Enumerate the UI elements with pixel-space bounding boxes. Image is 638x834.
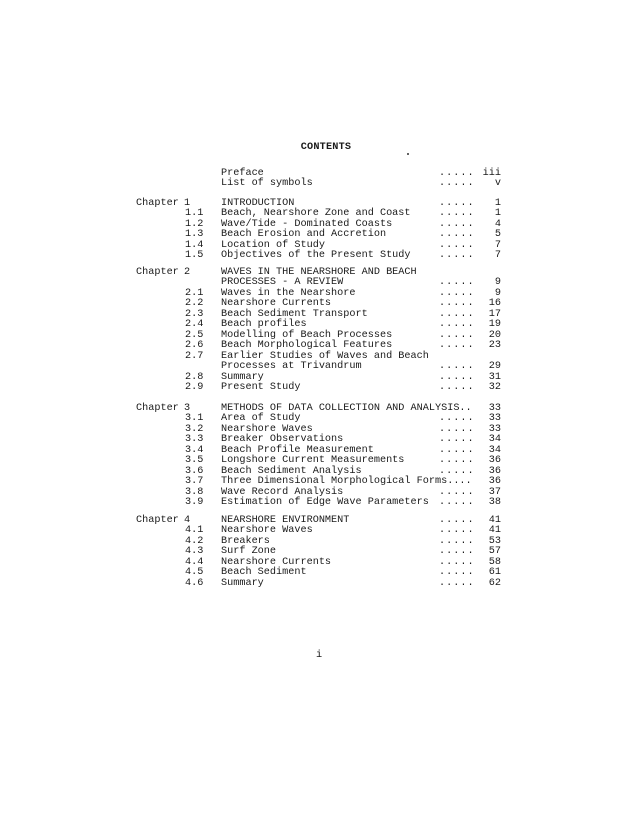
toc-entry — [0, 208, 638, 219]
entry-title: Breakers — [221, 535, 270, 547]
dot-leader: ..... — [439, 168, 475, 179]
page-number: 4 — [494, 218, 501, 230]
chapter-label: Chapter — [136, 515, 179, 526]
dot-leader: ..... — [439, 455, 475, 467]
entry-title: Nearshore Waves — [221, 525, 313, 537]
section-number: 3.2 — [185, 423, 204, 435]
section-number: 3.6 — [185, 465, 204, 477]
toc-entry — [0, 497, 638, 508]
dot-leader: ..... — [439, 298, 475, 310]
dot-leader: ..... — [439, 381, 475, 393]
toc-entry — [0, 298, 638, 309]
page-number: 37 — [488, 486, 501, 498]
page-number: 7 — [494, 250, 501, 262]
toc-entry — [0, 340, 638, 351]
page-title: CONTENTS — [300, 142, 352, 153]
entry-title: Wave Record Analysis — [221, 486, 344, 498]
page-number: 61 — [488, 567, 501, 579]
entry-title: NEARSHORE ENVIRONMENT — [221, 515, 350, 526]
toc-entry — [0, 476, 638, 487]
entry-title: Three Dimensional Morphological Forms.... — [221, 476, 472, 488]
section-number: 2.9 — [185, 381, 204, 393]
page-number: 9 — [494, 287, 501, 299]
page-number-footer: i — [315, 650, 323, 661]
entry-title: Modelling of Beach Processes — [221, 329, 393, 341]
entry-title: Preface — [221, 168, 264, 179]
dot-leader: ..... — [439, 486, 475, 498]
chapter-number: 1 — [184, 198, 191, 209]
toc-entry — [0, 578, 638, 589]
page-number: 5 — [494, 229, 501, 241]
toc-entry — [0, 515, 638, 526]
section-number: 1.1 — [185, 208, 204, 220]
toc-entry — [0, 372, 638, 383]
page-number: 36 — [488, 465, 501, 477]
dot-leader: ..... — [439, 340, 475, 352]
entry-title: Beach profiles — [221, 319, 307, 331]
entry-title: Earlier Studies of Waves and Beach — [221, 350, 429, 362]
toc-entry — [0, 455, 638, 466]
toc-entry — [0, 361, 638, 372]
entry-title: PROCESSES - A REVIEW — [221, 277, 344, 289]
section-number: 2.6 — [185, 340, 204, 352]
page-number: v — [494, 178, 501, 190]
page-number: 36 — [488, 476, 501, 488]
dot-leader: ..... — [439, 218, 475, 230]
chapter-label: Chapter — [136, 198, 179, 209]
dot-leader: ..... — [439, 423, 475, 435]
dot-leader: ..... — [439, 444, 475, 456]
page-number: 1 — [494, 208, 501, 220]
section-number: 4.2 — [185, 535, 204, 547]
toc-entry — [0, 536, 638, 547]
page-number: 53 — [488, 535, 501, 547]
chapter-label: Chapter — [136, 267, 179, 278]
page-number: 34 — [488, 444, 501, 456]
toc-entry — [0, 403, 638, 414]
page-number: 31 — [488, 371, 501, 383]
entry-title: Beach, Nearshore Zone and Coast — [221, 208, 411, 220]
chapter-number: 2 — [184, 267, 191, 278]
section-number: 2.4 — [185, 319, 204, 331]
section-number: 3.9 — [185, 497, 204, 509]
section-number: 3.1 — [185, 413, 204, 425]
dot-leader: ..... — [439, 308, 475, 320]
entry-title: METHODS OF DATA COLLECTION AND ANALYSIS.. — [221, 403, 472, 414]
section-number: 2.3 — [185, 308, 204, 320]
toc-entry — [0, 250, 638, 261]
dot-leader: ..... — [439, 287, 475, 299]
chapter-number: 4 — [184, 515, 191, 526]
section-number: 1.4 — [185, 239, 204, 251]
section-number: 4.4 — [185, 556, 204, 568]
dot-leader: ..... — [439, 535, 475, 547]
dot-leader: ..... — [439, 556, 475, 568]
page-number: 32 — [488, 381, 501, 393]
dot-leader: ..... — [439, 208, 475, 220]
dot-leader: ..... — [439, 434, 475, 446]
entry-title: Wave/Tide - Dominated Coasts — [221, 218, 393, 230]
section-number: 3.3 — [185, 434, 204, 446]
entry-title: Waves in the Nearshore — [221, 287, 356, 299]
page-number: 34 — [488, 434, 501, 446]
entry-title: Breaker Observations — [221, 434, 344, 446]
section-number: 1.5 — [185, 250, 204, 262]
entry-title: Area of Study — [221, 413, 301, 425]
dot-leader: ..... — [439, 329, 475, 341]
page-number: 1 — [494, 198, 501, 209]
page-number: 9 — [494, 277, 501, 289]
section-number: 3.4 — [185, 444, 204, 456]
toc-entry — [0, 319, 638, 330]
section-number: 4.1 — [185, 525, 204, 537]
entry-title: Beach Morphological Features — [221, 340, 393, 352]
page-number: 38 — [488, 497, 501, 509]
section-number: 2.5 — [185, 329, 204, 341]
page-number: 19 — [488, 319, 501, 331]
entry-title: List of symbols — [221, 178, 313, 190]
section-number: 3.8 — [185, 486, 204, 498]
toc-entry — [0, 525, 638, 536]
page-number: 57 — [488, 546, 501, 558]
toc-entry — [0, 168, 638, 179]
entry-title: Longshore Current Measurements — [221, 455, 405, 467]
entry-title: Summary — [221, 577, 264, 589]
entry-title: Beach Erosion and Accretion — [221, 229, 387, 241]
toc-entry — [0, 546, 638, 557]
dot-leader: ..... — [439, 198, 475, 209]
page-number: 23 — [488, 340, 501, 352]
toc-entry — [0, 267, 638, 278]
section-number: 2.1 — [185, 287, 204, 299]
section-number: 1.3 — [185, 229, 204, 241]
entry-title: Nearshore Currents — [221, 556, 332, 568]
section-number: 3.7 — [185, 476, 204, 488]
toc-entry — [0, 382, 638, 393]
toc-entry — [0, 351, 638, 362]
section-number: 4.5 — [185, 567, 204, 579]
entry-title: Present Study — [221, 381, 301, 393]
dot-leader: ..... — [439, 577, 475, 589]
page-number: 17 — [488, 308, 501, 320]
dot-leader: ..... — [439, 465, 475, 477]
section-number: 1.2 — [185, 218, 204, 230]
section-number: 3.5 — [185, 455, 204, 467]
entry-title: Beach Sediment Transport — [221, 308, 368, 320]
page-number: 33 — [488, 423, 501, 435]
dot-leader: ..... — [439, 525, 475, 537]
page-number: 33 — [488, 413, 501, 425]
entry-title: Beach Sediment Analysis — [221, 465, 362, 477]
section-number: 4.6 — [185, 577, 204, 589]
toc-entry — [0, 229, 638, 240]
entry-title: Surf Zone — [221, 546, 277, 558]
page-number: 41 — [488, 525, 501, 537]
dot-leader: ..... — [439, 229, 475, 241]
page-number: 33 — [488, 403, 501, 414]
entry-title: Location of Study — [221, 239, 325, 251]
page-number: iii — [482, 168, 501, 179]
chapter-number: 3 — [184, 403, 191, 414]
dot-leader: ..... — [439, 413, 475, 425]
section-number: 4.3 — [185, 546, 204, 558]
entry-title: WAVES IN THE NEARSHORE AND BEACH — [221, 267, 417, 278]
entry-title: Beach Sediment — [221, 567, 307, 579]
toc-entry — [0, 309, 638, 320]
entry-title: Estimation of Edge Wave Parameters — [221, 497, 429, 509]
section-number: 2.7 — [185, 350, 204, 362]
toc-entry — [0, 487, 638, 498]
section-number: 2.8 — [185, 371, 204, 383]
dot-leader: ..... — [439, 371, 475, 383]
page-number: 29 — [488, 361, 501, 373]
entry-title: Nearshore Waves — [221, 423, 313, 435]
entry-title: INTRODUCTION — [221, 198, 295, 209]
page-number: 20 — [488, 329, 501, 341]
page-number: 7 — [494, 239, 501, 251]
dot-leader: ..... — [439, 546, 475, 558]
toc-entry — [0, 567, 638, 578]
toc-entry — [0, 413, 638, 424]
section-number: 2.2 — [185, 298, 204, 310]
page-number: 62 — [488, 577, 501, 589]
entry-title: Summary — [221, 371, 264, 383]
page-number: 41 — [488, 515, 501, 526]
dot-leader: ..... — [439, 239, 475, 251]
stray-mark — [407, 153, 409, 155]
dot-leader: ..... — [439, 250, 475, 262]
dot-leader: ..... — [439, 515, 475, 526]
dot-leader: ..... — [439, 567, 475, 579]
chapter-label: Chapter — [136, 403, 179, 414]
entry-title: Nearshore Currents — [221, 298, 332, 310]
page-number: 58 — [488, 556, 501, 568]
dot-leader: ..... — [439, 497, 475, 509]
dot-leader: ..... — [439, 277, 475, 289]
page-number: 36 — [488, 455, 501, 467]
entry-title: Processes at Trivandrum — [221, 361, 362, 373]
toc-entry — [0, 178, 638, 189]
toc-entry — [0, 277, 638, 288]
page-number: 16 — [488, 298, 501, 310]
entry-title: Objectives of the Present Study — [221, 250, 411, 262]
entry-title: Beach Profile Measurement — [221, 444, 374, 456]
dot-leader: ..... — [439, 178, 475, 190]
toc-entry — [0, 434, 638, 445]
toc-entry — [0, 557, 638, 568]
dot-leader: ..... — [439, 319, 475, 331]
dot-leader: ..... — [439, 361, 475, 373]
